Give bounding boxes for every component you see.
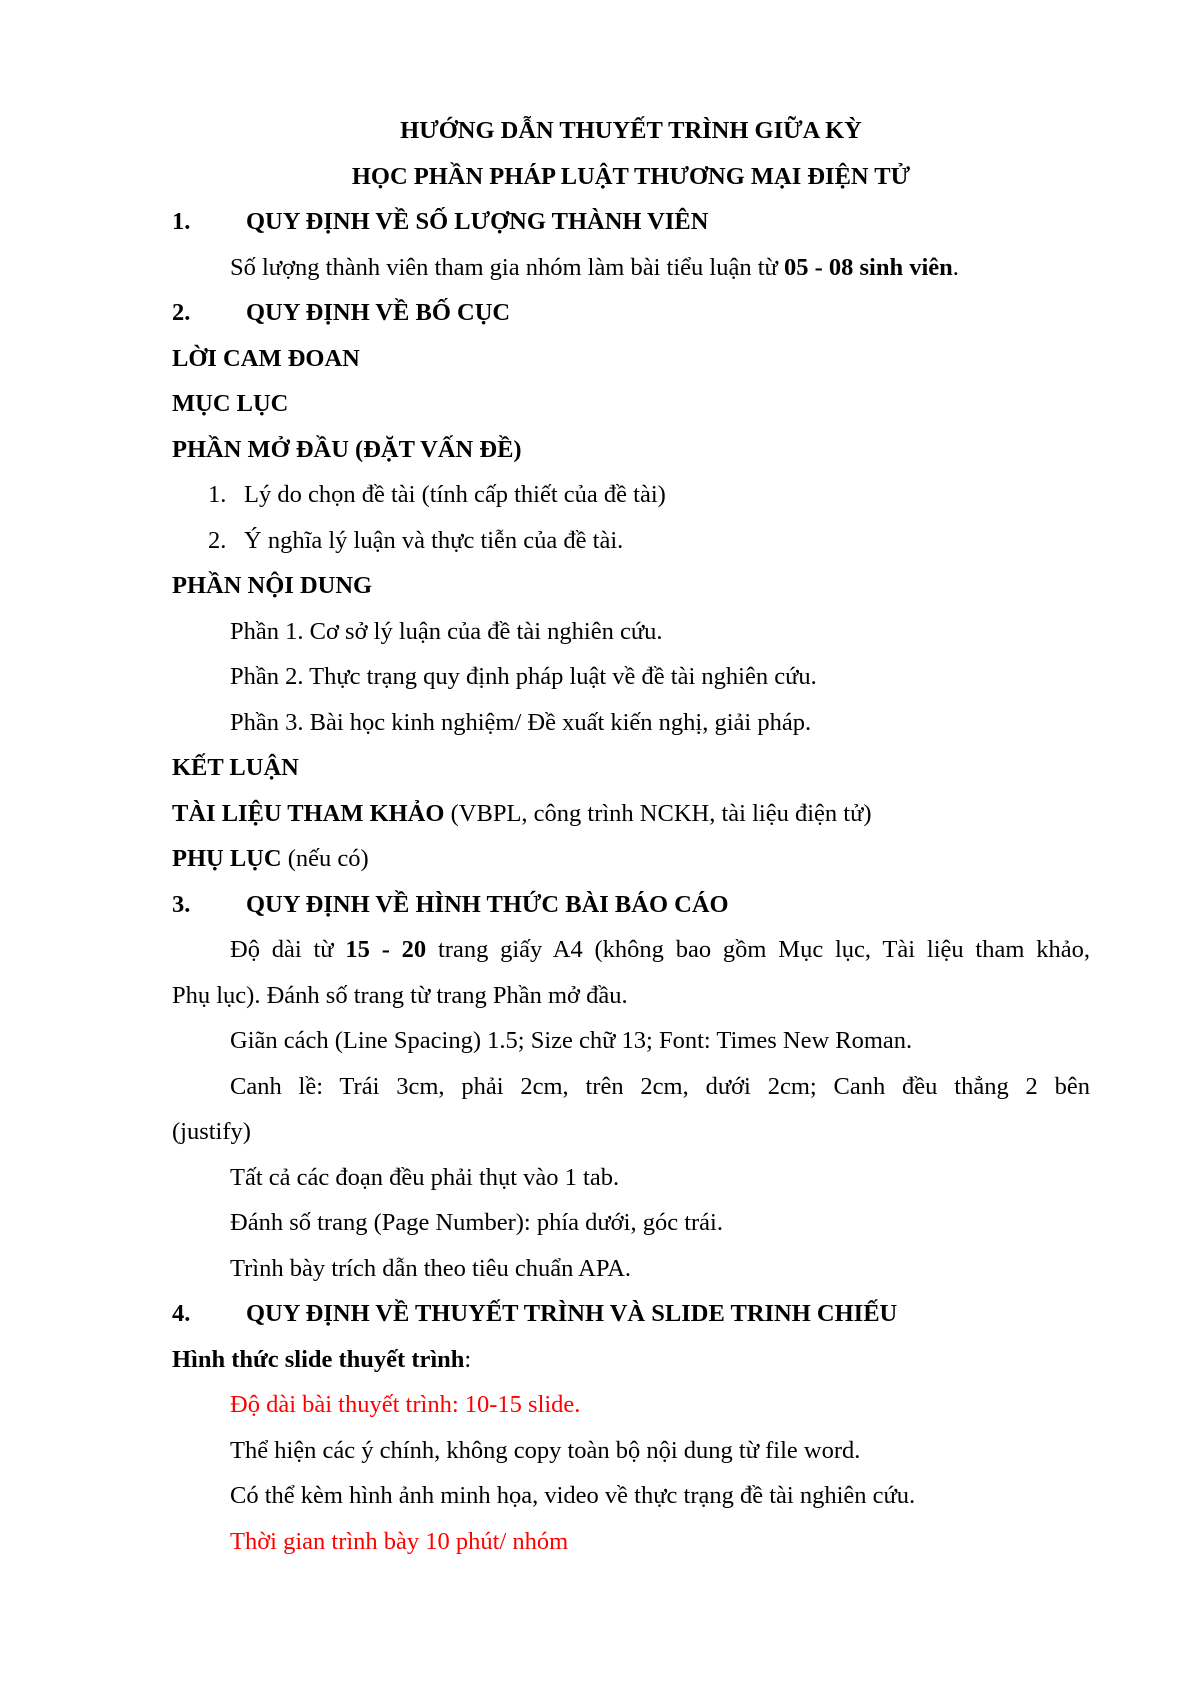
section-2-title: QUY ĐỊNH VỀ BỐ CỤC [246, 299, 511, 326]
loi-cam-doan: LỜI CAM ĐOAN [172, 344, 360, 372]
do-dai-bold: 15 - 20 [345, 936, 427, 963]
tai-lieu-rest: (VBPL, công trình NCKH, tài liệu điện tử) [444, 799, 872, 827]
ket-luan: KẾT LUẬN [172, 754, 299, 781]
phan-mo-dau: PHẦN MỞ ĐẦU (ĐẶT VẤN ĐỀ) [172, 435, 522, 463]
section-4-number: 4. [172, 1300, 191, 1327]
tai-lieu-tham-khao [172, 791, 1090, 837]
do-dai-text-2: trang giấy A4 (không bao gồm Mục lục, Tài liệu tham khảo, [426, 936, 1090, 963]
tai-lieu-bold: TÀI LIỆU THAM KHẢO [172, 799, 445, 827]
section-3-number: 3. [172, 890, 191, 918]
canh-le-line-1: Canh lề: Trái 3cm, phải 2cm, trên 2cm, dưới 2cm; Canh đều thẳng 2 bên [230, 1072, 1090, 1100]
tat-ca-doan: Tất cả các đoạn đều phải thụt vào 1 tab. [230, 1163, 620, 1191]
noi-dung-item-3: Phần 3. Bài học kinh nghiệm/ Đề xuất kiến nghị, giải pháp. [230, 708, 812, 736]
mo-dau-item-2 [172, 518, 1090, 564]
section-2-number: 2. [172, 299, 191, 326]
section-1-text-after: . [952, 253, 959, 281]
hinh-thuc-colon: : [464, 1345, 472, 1373]
noi-dung-item-1: Phần 1. Cơ sở lý luận của đề tài nghiên cứu. [230, 617, 663, 645]
hinh-thuc-bold: Hình thức slide thuyết trình [172, 1345, 465, 1373]
section-1-title: QUY ĐỊNH VỀ SỐ LƯỢNG THÀNH VIÊN [246, 208, 709, 235]
mo-dau-item-1-text: Lý do chọn đề tài (tính cấp thiết của đề tài) [244, 481, 666, 508]
phan-noi-dung: PHẦN NỘI DUNG [172, 572, 373, 599]
mo-dau-item-1-number: 1. [208, 481, 227, 508]
document-title-line-2: HỌC PHẦN PHÁP LUẬT THƯƠNG MẠI ĐIỆN TỬ [351, 162, 911, 190]
phu-luc-rest: (nếu có) [281, 845, 369, 872]
document-title-line-1: HƯỚNG DẪN THUYẾT TRÌNH GIỮA KỲ [400, 117, 862, 144]
slide-item-3: Có thể kèm hình ảnh minh họa, video về thực trạng đề tài nghiên cứu. [230, 1482, 916, 1509]
do-dai-text-1: Độ dài từ [230, 936, 346, 963]
section-2-heading [172, 290, 1090, 336]
section-1-heading [172, 199, 1090, 245]
canh-le-line-2: (justify) [172, 1118, 251, 1145]
section-1-paragraph [172, 245, 1090, 291]
slide-item-2: Thể hiện các ý chính, không copy toàn bộ nội dung từ file word. [230, 1436, 861, 1464]
section-4-heading [172, 1291, 1090, 1337]
section-4-title: QUY ĐỊNH VỀ THUYẾT TRÌNH VÀ SLIDE TRINH CHIẾU [246, 1300, 898, 1327]
phu-luc [172, 836, 1090, 882]
trinh-bay-trich-dan: Trình bày trích dẫn theo tiêu chuẩn APA. [230, 1254, 632, 1282]
section-3-heading [172, 882, 1090, 928]
slide-item-4: Thời gian trình bày 10 phút/ nhóm [230, 1527, 569, 1555]
do-dai-line-1 [172, 927, 1090, 973]
mo-dau-item-2-text: Ý nghĩa lý luận và thực tiễn của đề tài. [244, 526, 624, 554]
muc-luc: MỤC LỤC [172, 390, 289, 417]
hinh-thuc-slide [172, 1337, 1090, 1383]
phu-luc-bold: PHỤ LỤC [172, 845, 282, 872]
mo-dau-item-2-number: 2. [208, 526, 227, 554]
danh-so-trang: Đánh số trang (Page Number): phía dưới, góc trái. [230, 1209, 723, 1236]
section-1-number: 1. [172, 208, 191, 235]
document-page [172, 108, 1090, 1564]
section-3-title: QUY ĐỊNH VỀ HÌNH THỨC BÀI BÁO CÁO [246, 890, 729, 918]
noi-dung-item-2: Phần 2. Thực trạng quy định pháp luật về đề tài nghiên cứu. [230, 663, 817, 690]
section-1-text-before: Số lượng thành viên tham gia nhóm làm bài tiểu luận từ [230, 253, 784, 281]
mo-dau-item-1 [172, 472, 1090, 518]
section-1-text-bold: 05 - 08 sinh viên [783, 253, 953, 281]
gian-cach: Giãn cách (Line Spacing) 1.5; Size chữ 13; Font: Times New Roman. [230, 1027, 913, 1054]
slide-item-1: Độ dài bài thuyết trình: 10-15 slide. [230, 1391, 581, 1418]
do-dai-line-2: Phụ lục). Đánh số trang từ trang Phần mở đầu. [172, 981, 628, 1009]
